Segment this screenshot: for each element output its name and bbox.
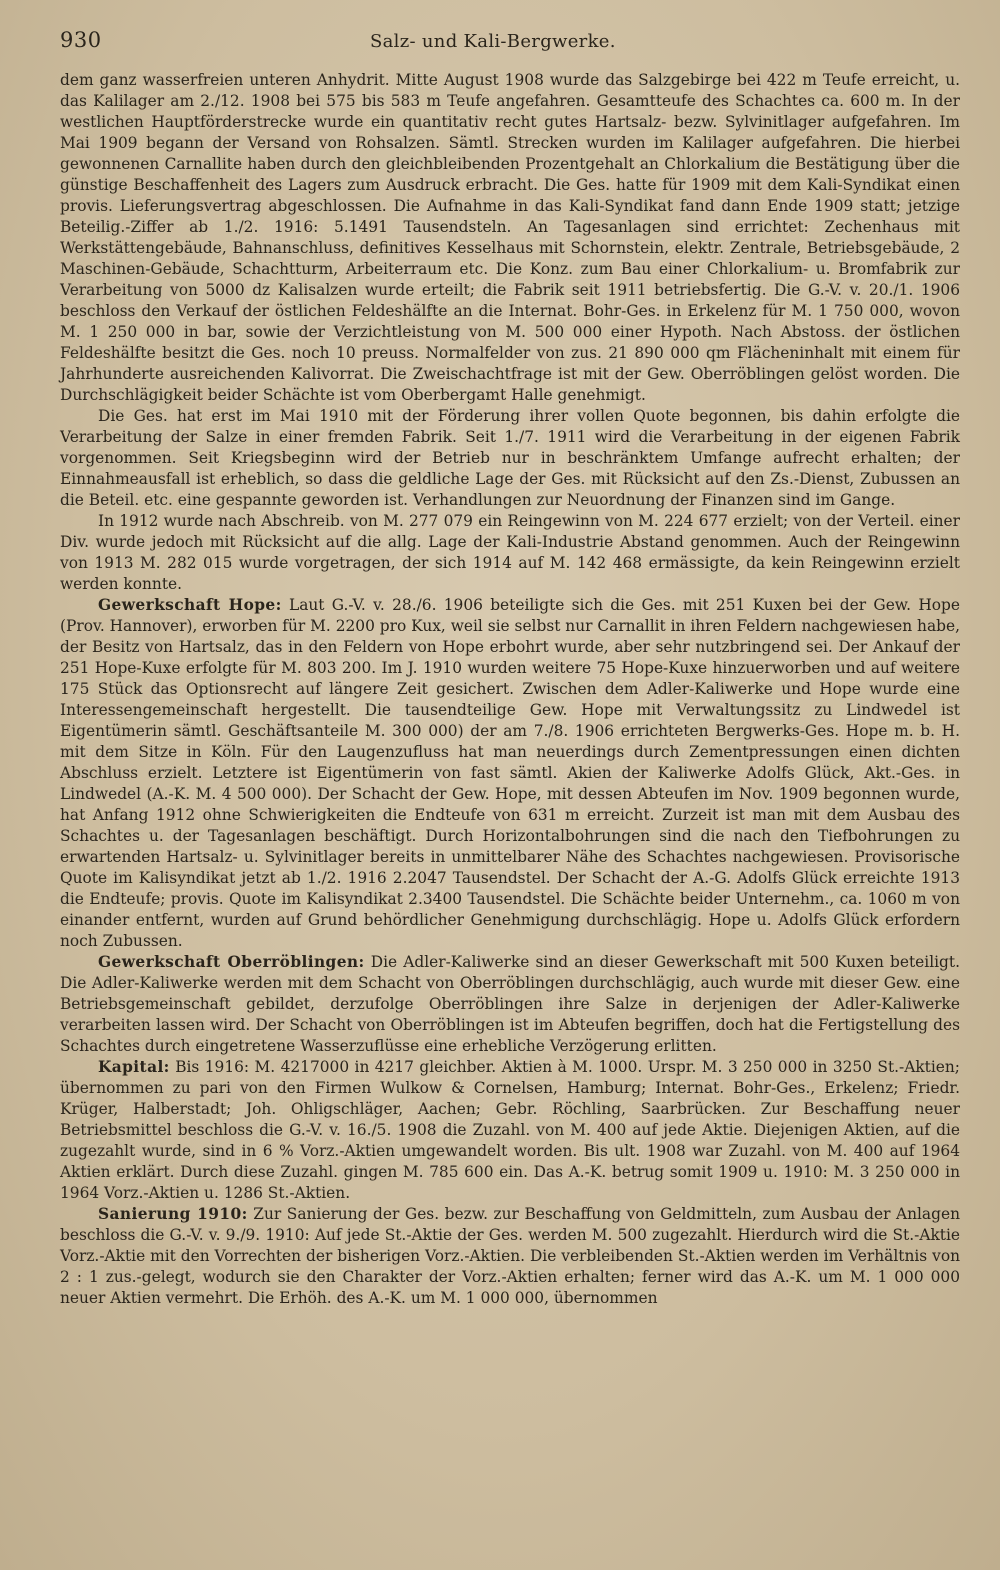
page-number: 930	[60, 28, 102, 52]
section-heading: Gewerkschaft Hope:	[98, 596, 282, 614]
paragraph-text: Laut G.-V. v. 28./6. 1906 beteiligte sich die Ges. mit 251 Kuxen bei der Gew. Hope (Prov. Hannover), erworben für M. 2200 pro Kux, weil sie selbst nur Carnallit in ihren Feldern nachgewiesen habe, der Besitz von Hartsalz, das in den Feldern von Hope erbohrt wurde, aber sehr nutzbringend sei. Der Ankauf der 251 Hope-Kuxe erfolgte für M. 803 200. Im J. 1910 wurden weitere 75 Hope-Kuxe hinzuerworben und auf weitere 175 Stück das Optionsrecht auf längere Zeit gesichert. Zwischen dem Adler-Kaliwerke und Hope wurde eine Interessengemeinschaft hergestellt. Die tausendteilige Gew. Hope mit Verwaltungssitz zu Lindwedel ist Eigentümerin sämtl. Geschäftsanteile M. 300 000) der am 7./8. 1906 errichteten Bergwerks-Ges. Hope m. b. H. mit dem Sitze in Köln. Für den Laugenzufluss hat man neuerdings durch Zementpressungen einen dichten Abschluss erzielt. Letztere ist Eigentümerin von fast sämtl. Akien der Kaliwerke Adolfs Glück, Akt.-Ges. in Lindwedel (A.-K. M. 4 500 000). Der Schacht der Gew. Hope, mit dessen Abteufen im Nov. 1909 begonnen wurde, hat Anfang 1912 ohne Schwierigkeiten die Endteufe von 631 m erreicht. Zurzeit ist man mit dem Ausbau des Schachtes u. der Tagesanlagen beschäftigt. Durch Horizontalbohrungen sind die nach den Tiefbohrungen zu erwartenden Hartsalz- u. Sylvinitlager bereits in unmittelbarer Nähe des Schachtes nachgewiesen. Provisorische Quote im Kalisyndikat jetzt ab 1./2. 1916 2.2047 Tausendstel. Der Schacht der A.-G. Adolfs Glück erreichte 1913 die Endteufe; provis. Quote im Kalisyndikat 2.3400 Tausendstel. Die Schächte beider Unternehm., ca. 1060 m von einander entfernt, wurden auf Grund behördlicher Genehmigung durchschlägig. Hope u. Adolfs Glück erfordern noch Zubussen.	[60, 596, 960, 950]
paragraph-production	[60, 406, 960, 511]
paragraph-gewerkschaft-oberroeblingen	[60, 952, 960, 1057]
body-text	[60, 70, 960, 1309]
running-title: Salz- und Kali-Bergwerke.	[370, 31, 616, 52]
paragraph-text: Zur Sanierung der Ges. bezw. zur Beschaffung von Geldmitteln, zum Ausbau der Anlagen beschloss die G.-V. v. 9./9. 1910: Auf jede St.-Aktie der Ges. werden M. 500 zugezahlt. Hierdurch wird die St.-Aktie Vorz.-Aktie mit den Vorrechten der bisherigen Vorz.-Aktien. Die verbleibenden St.-Aktien werden im Verhältnis von 2 : 1 zus.-gelegt, wodurch sie den Charakter der Vorz.-Aktien erhalten; ferner wird das A.-K. um M. 1 000 000 neuer Aktien vermehrt. Die Erhöh. des A.-K. um M. 1 000 000, übernommen	[60, 1205, 960, 1307]
section-heading: Kapital:	[98, 1058, 170, 1076]
page-header	[60, 28, 960, 68]
paragraph-text: Die Adler-Kaliwerke sind an dieser Gewerkschaft mit 500 Kuxen beteiligt. Die Adler-Kaliwerke werden mit dem Schacht von Oberröblingen durchschlägig, auch wurde mit dieser Gew. eine Betriebsgemeinschaft gebildet, derzufolge Oberröblingen ihre Salze in derjenigen der Adler-Kaliwerke verarbeiten lassen wird. Der Schacht von Oberröblingen ist im Abteufen begriffen, doch hat die Fertigstellung des Schachtes durch eingetretene Wasserzuflüsse eine erhebliche Verzögerung erlitten.	[60, 953, 960, 1055]
paragraph-kapital	[60, 1057, 960, 1204]
paragraph-text: In 1912 wurde nach Abschreib. von M. 277 079 ein Reingewinn von M. 224 677 erzielt; von der Verteil. einer Div. wurde jedoch mit Rücksicht auf die allg. Lage der Kali-Industrie Abstand genommen. Auch der Reingewinn von 1913 M. 282 015 wurde vorgetragen, der sich 1914 auf M. 142 468 ermässigte, da kein Reingewinn erzielt werden konnte.	[60, 512, 960, 593]
paragraph-text: Bis 1916: M. 4217000 in 4217 gleichber. Aktien à M. 1000. Urspr. M. 3 250 000 in 3250 St.-Aktien; übernommen zu pari von den Firmen Wulkow & Cornelsen, Hamburg; Internat. Bohr-Ges., Erkelenz; Friedr. Krüger, Halberstadt; Joh. Ohligschläger, Aachen; Gebr. Röchling, Saarbrücken. Zur Beschaffung neuer Betriebsmittel beschloss die G.-V. v. 16./5. 1908 die Zuzahl. von M. 400 auf jede Aktie. Diejenigen Aktien, auf die zugezahlt wurde, sind in 6 % Vorz.-Aktien umgewandelt worden. Bis ult. 1908 war Zuzahl. von M. 400 auf 1964 Aktien erklärt. Durch diese Zuzahl. gingen M. 785 600 ein. Das A.-K. betrug somit 1909 u. 1910: M. 3 250 000 in 1964 Vorz.-Aktien u. 1286 St.-Aktien.	[60, 1058, 960, 1202]
paragraph-text: dem ganz wasserfreien unteren Anhydrit. Mitte August 1908 wurde das Salzgebirge bei 422 m Teufe erreicht, u. das Kalilager am 2./12. 1908 bei 575 bis 583 m Teufe angefahren. Gesamtteufe des Schachtes ca. 600 m. In der westlichen Hauptförderstrecke wurde ein quantitativ recht gutes Hartsalz- bezw. Sylvinitlager aufgefahren. Im Mai 1909 begann der Versand von Rohsalzen. Sämtl. Strecken wurden im Kalilager aufgefahren. Die hierbei gewonnenen Carnallite haben durch den gleichbleibenden Prozentgehalt an Chlorkalium die Bestätigung über die günstige Beschaffenheit des Lagers zum Ausdruck erbracht. Die Ges. hatte für 1909 mit dem Kali-Syndikat einen provis. Lieferungsvertrag abgeschlossen. Die Aufnahme in das Kali-Syndikat fand dann Ende 1909 statt; jetzige Beteilig.-Ziffer ab 1./2. 1916: 5.1491 Tausendsteln. An Tagesanlagen sind errichtet: Zechenhaus mit Werkstättengebäude, Bahnanschluss, definitives Kesselhaus mit Schornstein, elektr. Zentrale, Betriebsgebäude, 2 Maschinen-Gebäude, Schachtturm, Arbeiterraum etc. Die Konz. zum Bau einer Chlorkalium- u. Bromfabrik zur Verarbeitung von 5000 dz Kalisalzen wurde erteilt; die Fabrik seit 1911 betriebsfertig. Die G.-V. v. 20./1. 1906 beschloss den Verkauf der östlichen Feldeshälfte an die Internat. Bohr-Ges. in Erkelenz für M. 1 750 000, wovon M. 1 250 000 in bar, sowie der Verzichtleistung von M. 500 000 einer Hypoth. Nach Abstoss. der östlichen Feldeshälfte besitzt die Ges. noch 10 preuss. Normalfelder von zus. 21 890 000 qm Flächeninhalt mit einem für Jahrhunderte ausreichenden Kalivorrat. Die Zweischachtfrage ist mit der Gew. Oberröblingen gelöst worden. Die Durchschlägigkeit beider Schächte ist vom Oberbergamt Halle genehmigt.	[60, 71, 960, 404]
section-heading: Sanierung 1910:	[98, 1205, 248, 1223]
paragraph-sanierung	[60, 1204, 960, 1309]
paragraph-profit	[60, 511, 960, 595]
paragraph-intro	[60, 70, 960, 406]
paragraph-text: Die Ges. hat erst im Mai 1910 mit der Förderung ihrer vollen Quote begonnen, bis dahin erfolgte die Verarbeitung der Salze in einer fremden Fabrik. Seit 1./7. 1911 wird die Verarbeitung in der eigenen Fabrik vorgenommen. Seit Kriegsbeginn wird der Betrieb nur in beschränktem Umfange aufrecht erhalten; der Einnahmeausfall ist erheblich, so dass die geldliche Lage der Ges. mit Rücksicht auf den Zs.-Dienst, Zubussen an die Beteil. etc. eine gespannte geworden ist. Verhandlungen zur Neuordnung der Finanzen sind im Gange.	[60, 407, 960, 509]
paragraph-gewerkschaft-hope	[60, 595, 960, 952]
section-heading: Gewerkschaft Oberröblingen:	[98, 953, 365, 971]
